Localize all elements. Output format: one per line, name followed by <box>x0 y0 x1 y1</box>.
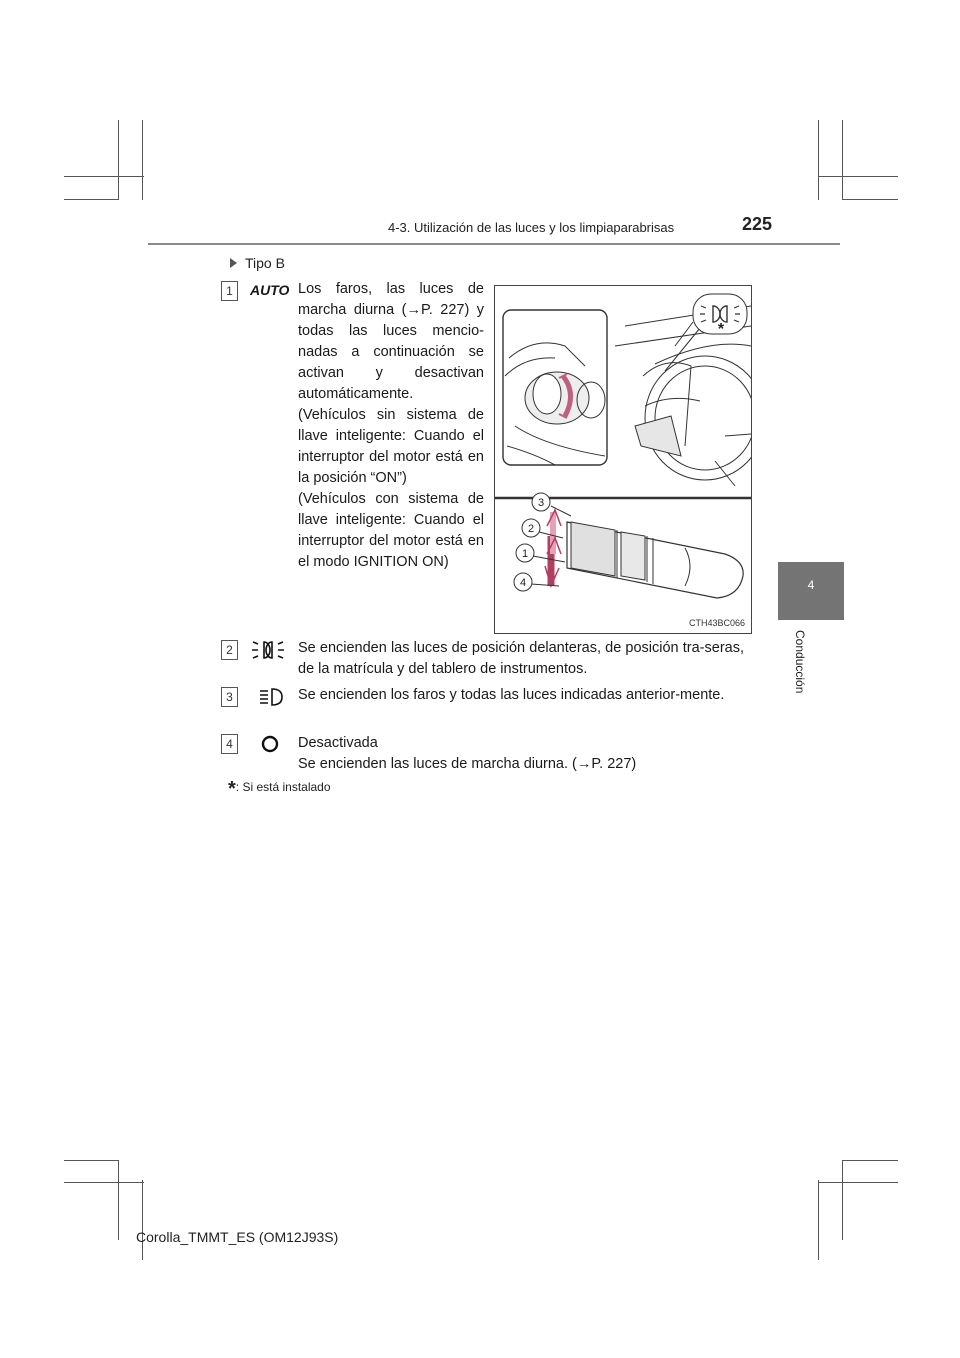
crop-mark <box>142 120 143 200</box>
crop-mark <box>64 1182 144 1183</box>
item-description <box>298 279 484 573</box>
item-number-badge: 4 <box>221 734 238 754</box>
triangle-bullet-icon <box>230 258 237 268</box>
callout-label: 4 <box>519 577 527 589</box>
footnote-mark: * <box>228 778 236 800</box>
chapter-number: 4 <box>807 578 815 592</box>
crop-mark <box>842 120 843 200</box>
crop-mark <box>818 1182 898 1183</box>
crop-mark <box>818 1180 819 1260</box>
subsection-title-text: Tipo B <box>245 255 285 271</box>
illustration-svg <box>495 286 751 633</box>
footnote-text: : Si está instalado <box>235 780 331 794</box>
paragraph: Se encienden las luces de marcha diurna. (→P. 227) <box>298 755 637 772</box>
crop-mark <box>842 1160 843 1240</box>
paragraph: Desactivada <box>298 735 378 751</box>
crop-mark <box>842 199 898 200</box>
figure-code: CTH43BC066 <box>688 618 745 628</box>
item-number-badge: 2 <box>221 640 238 660</box>
auto-icon: AUTO <box>250 282 290 298</box>
callout-label: 1 <box>521 548 529 560</box>
callout-label: 2 <box>527 523 535 535</box>
asterisk-mark: * <box>717 321 725 338</box>
crop-mark <box>142 1180 143 1260</box>
crop-mark <box>64 1160 119 1161</box>
paragraph: (Vehículos con sistema de llave inteligente: Cuando el interruptor del motor está en el modo IGNITION ON) <box>298 491 484 570</box>
paragraph: Se encienden los faros y todas las luces indicadas anterior-mente. <box>298 687 725 703</box>
light-switch-illustration <box>494 285 752 634</box>
document-footer: Corolla_TMMT_ES (OM12J93S) <box>136 1229 339 1245</box>
callout-label: 3 <box>537 497 545 509</box>
footnote <box>228 778 331 801</box>
subsection-title <box>230 255 285 271</box>
page-number: 225 <box>742 214 773 234</box>
header-divider <box>148 243 840 245</box>
item-number-badge: 1 <box>221 281 238 301</box>
item-number-badge: 3 <box>221 687 238 707</box>
crop-mark <box>64 176 144 177</box>
paragraph: (Vehículos sin sistema de llave inteligente: Cuando el interruptor del motor está en la posición “ON”) <box>298 407 484 487</box>
section-title: 4-3. Utilización de las luces y los limpiaparabrisas <box>388 220 675 235</box>
item-description <box>298 638 744 680</box>
crop-mark <box>64 199 119 200</box>
chapter-name: Conducción <box>793 630 807 694</box>
crop-mark <box>818 120 819 200</box>
crop-mark <box>118 1160 119 1240</box>
crop-mark <box>842 1160 898 1161</box>
paragraph: Los faros, las luces de marcha diurna (→P. 227) y todas las luces mencio-nadas a continuación se activan y desactivan automáticamente. <box>298 281 484 402</box>
position-lights-icon <box>250 639 286 666</box>
item-description <box>298 685 744 706</box>
crop-mark <box>818 176 898 177</box>
off-icon <box>260 734 280 759</box>
paragraph: Se encienden las luces de posición delanteras, de posición tra-seras, de la matrícula y del tablero de instrumentos. <box>298 640 744 677</box>
headlight-icon <box>258 686 284 713</box>
item-description <box>298 733 744 775</box>
crop-mark <box>118 120 119 200</box>
